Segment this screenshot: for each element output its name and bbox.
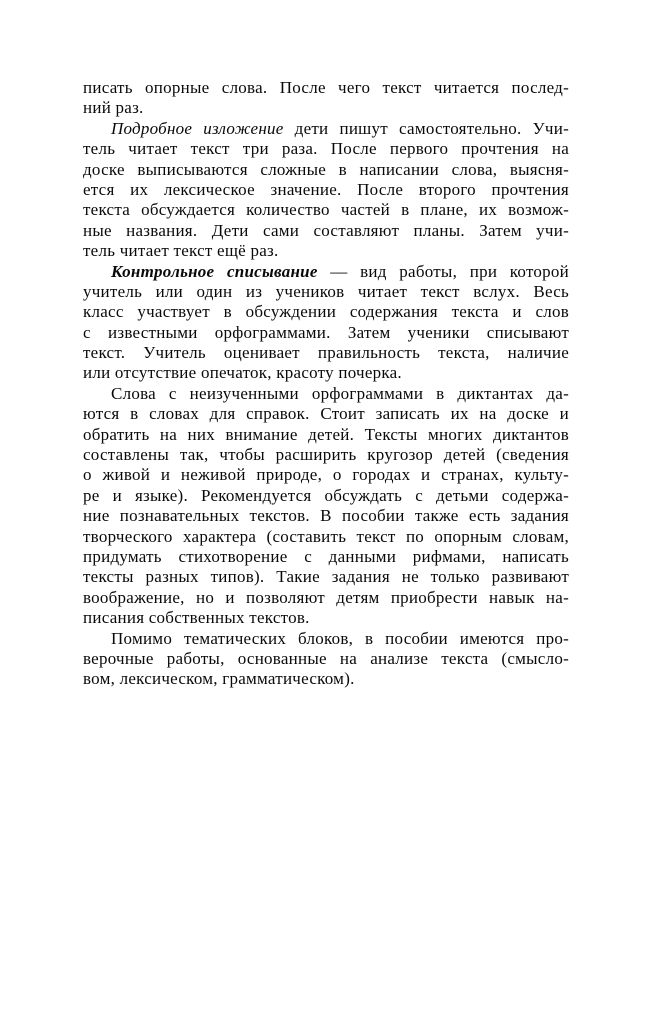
text-line [83, 425, 569, 445]
text-line [83, 445, 569, 465]
text-segment: класс участвует в обсуждении содержания текста и слов [83, 302, 569, 322]
text-segment: ние познавательных текстов. В пособии также есть задания [83, 506, 569, 526]
text-segment: ется их лексическое значение. После второго прочтения [83, 179, 569, 199]
text-segment: ются в словах для справок. Стоит записать их на доске и [83, 404, 569, 424]
text-segment: обратить на них внимание детей. Тексты многих диктантов [83, 424, 569, 444]
text-segment: писания собственных текстов. [83, 608, 310, 628]
text-segment: писать опорные слова. После чего текст читается послед- [83, 78, 569, 97]
text-line [83, 119, 569, 139]
text-segment: составлены так, чтобы расширить кругозор детей (сведения [83, 445, 569, 465]
paragraph [83, 119, 569, 262]
text-line [83, 180, 569, 200]
text-segment: творческого характера (составить текст по опорным словам, [83, 526, 569, 546]
paragraph [83, 384, 569, 629]
text-segment: Слова с неизученными орфограммами в диктантах да- [111, 383, 569, 403]
text-line [83, 282, 569, 302]
paragraph [83, 629, 569, 690]
text-segment: тексты разных типов). Такие задания не только развивают [83, 567, 569, 587]
paragraph [83, 262, 569, 384]
text-line [83, 343, 569, 363]
italic-term: Подробное изложение [111, 118, 284, 138]
text-segment: воображение, но и позволяют детям приобрести навык на- [83, 587, 569, 607]
text-line [83, 486, 569, 506]
text-segment: учитель или один из учеников читает текст вслух. Весь [83, 281, 569, 301]
text-line [83, 547, 569, 567]
book-page [83, 78, 569, 690]
text-line [83, 649, 569, 669]
text-segment: текста обсуждается количество частей в плане, их возмож- [83, 200, 569, 220]
text-segment: доске выписываются сложные в написании слова, выясня- [83, 159, 569, 179]
text-line [83, 608, 569, 628]
text-segment: верочные работы, основанные на анализе текста (смысло- [83, 648, 569, 668]
text-segment: текст. Учитель оценивает правильность текста, наличие [83, 343, 569, 363]
text-segment: дети пишут самостоятельно. Учи- [283, 118, 569, 138]
text-line [83, 139, 569, 159]
text-line [83, 384, 569, 404]
text-segment: придумать стихотворение с данными рифмами, написать [83, 546, 569, 566]
text-line [83, 78, 569, 98]
text-segment: о живой и неживой природе, о городах и странах, культу- [83, 465, 569, 485]
text-line [83, 669, 569, 689]
text-line [83, 465, 569, 485]
text-segment: ные названия. Дети сами составляют планы. Затем учи- [83, 220, 569, 240]
text-segment: тель читает текст ещё раз. [83, 241, 279, 261]
text-segment: — вид работы, при которой [317, 261, 569, 281]
paragraph [83, 78, 569, 119]
text-line [83, 160, 569, 180]
text-line [83, 98, 569, 118]
text-line [83, 588, 569, 608]
text-line [83, 241, 569, 261]
bold-italic-term: Контрольное списывание [111, 261, 318, 281]
text-line [83, 527, 569, 547]
text-segment: тель читает текст три раза. После первого прочтения на [83, 139, 569, 159]
text-segment: с известными орфограммами. Затем ученики списывают [83, 322, 569, 342]
text-segment: или отсутствие опечаток, красоту почерка. [83, 363, 402, 383]
text-segment: вом, лексическом, грамматическом). [83, 669, 355, 689]
text-segment: ний раз. [83, 98, 144, 118]
text-line [83, 200, 569, 220]
text-line [83, 363, 569, 383]
text-segment: Помимо тематических блоков, в пособии имеются про- [111, 628, 569, 648]
text-line [83, 302, 569, 322]
text-line [83, 567, 569, 587]
text-line [83, 404, 569, 424]
text-line [83, 506, 569, 526]
text-line [83, 221, 569, 241]
text-segment: ре и языке). Рекомендуется обсуждать с детьми содержа- [83, 485, 569, 505]
text-line [83, 323, 569, 343]
text-line [83, 262, 569, 282]
text-line [83, 629, 569, 649]
